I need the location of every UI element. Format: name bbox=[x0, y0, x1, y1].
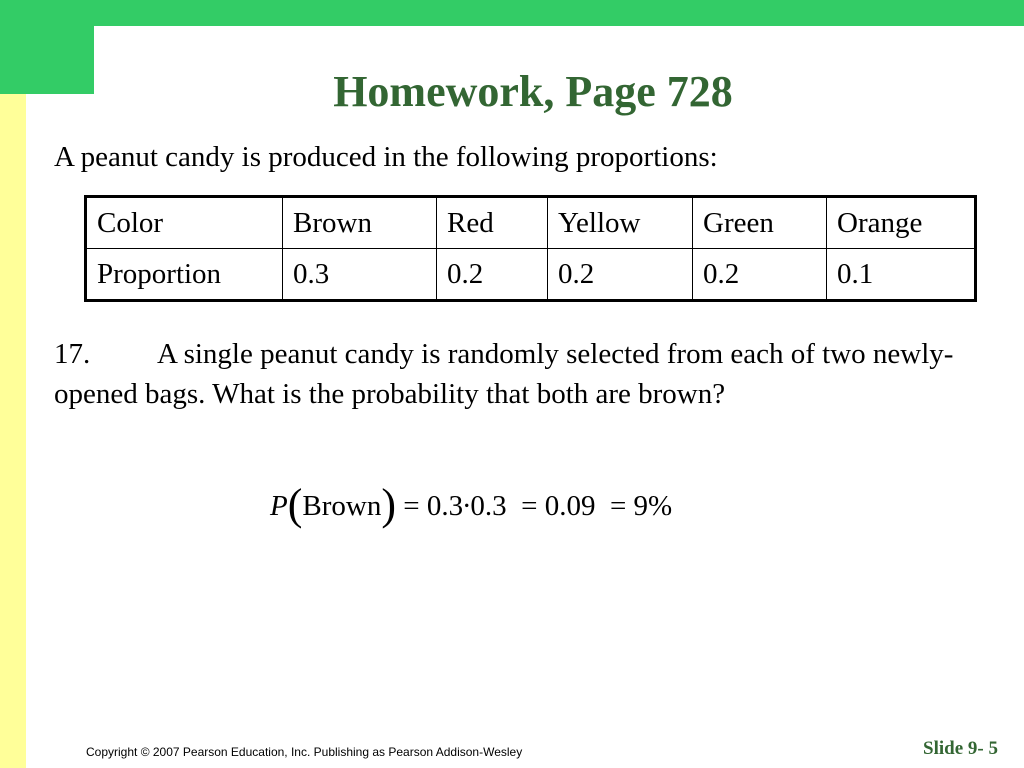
table-cell: Red bbox=[437, 197, 548, 249]
equation-p: P bbox=[270, 490, 288, 522]
question-block bbox=[54, 334, 954, 414]
equation-right-paren: ) bbox=[381, 480, 396, 529]
table-cell: Proportion bbox=[86, 249, 283, 301]
proportions-table bbox=[84, 195, 977, 302]
table-cell: 0.1 bbox=[827, 249, 976, 301]
equation-rhs-3: = 0.09 bbox=[521, 490, 596, 522]
equation-left-paren: ( bbox=[287, 480, 303, 529]
table-cell: 0.2 bbox=[548, 249, 693, 301]
copyright-footer: Copyright © 2007 Pearson Education, Inc. Publishing as Pearson Addison-Wesley bbox=[86, 745, 523, 759]
table-header-row bbox=[86, 197, 976, 249]
top-accent-bar bbox=[0, 0, 1024, 26]
left-accent-bar bbox=[0, 94, 26, 768]
slide-title: Homework, Page 728 bbox=[333, 67, 733, 116]
equation-rhs-4: = 9% bbox=[609, 490, 673, 522]
table-cell: 0.2 bbox=[437, 249, 548, 301]
equation-event: Brown bbox=[302, 490, 382, 522]
slide-number: Slide 9- 5 bbox=[923, 738, 998, 759]
table-cell: 0.3 bbox=[283, 249, 437, 301]
table-cell: Color bbox=[86, 197, 283, 249]
table-cell: 0.2 bbox=[693, 249, 827, 301]
intro-text: A peanut candy is produced in the following proportions: bbox=[54, 141, 718, 173]
equation-rhs-1: = 0.3 bbox=[403, 490, 464, 522]
equation-rhs-2: 0.3 bbox=[470, 490, 507, 522]
question-text: A single peanut candy is randomly selected from each of two newly-opened bags. What is the probability that both are brown? bbox=[54, 338, 954, 410]
question-number: 17. bbox=[54, 338, 91, 370]
table-cell: Brown bbox=[283, 197, 437, 249]
table-cell: Orange bbox=[827, 197, 976, 249]
table-cell: Green bbox=[693, 197, 827, 249]
probability-equation bbox=[270, 480, 672, 531]
table-cell: Yellow bbox=[548, 197, 693, 249]
table-row bbox=[86, 249, 976, 301]
equation-times: ∙ bbox=[463, 490, 471, 522]
